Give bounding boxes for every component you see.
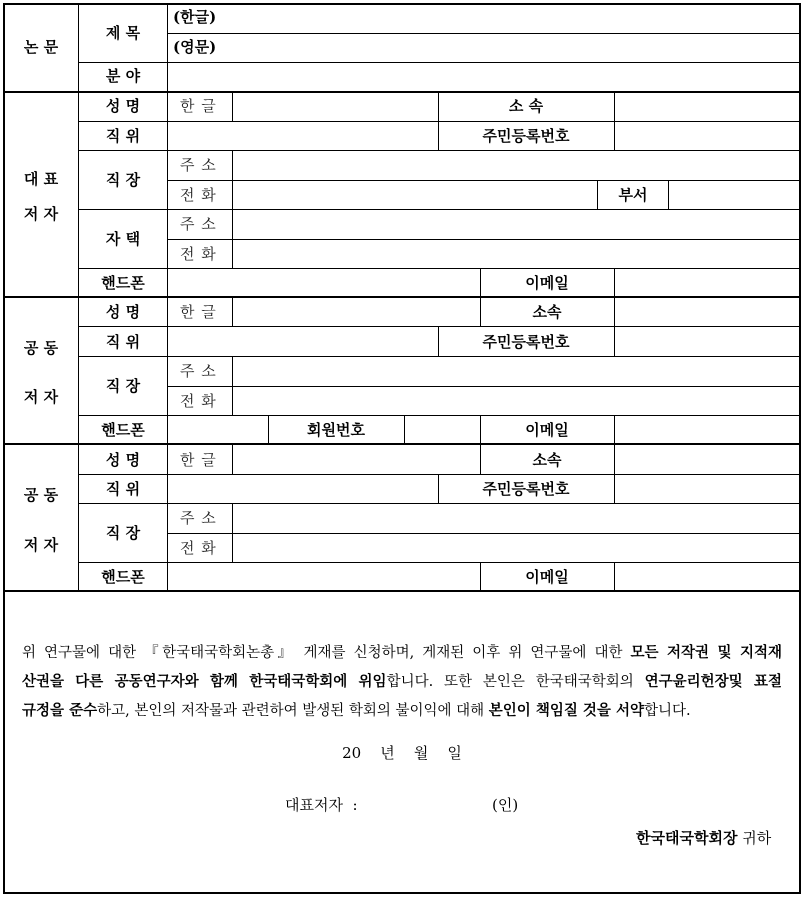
co2-mobile-input[interactable]: [168, 563, 480, 590]
rep-work-address-label: 주 소: [180, 156, 217, 174]
co2-affiliation-input[interactable]: [615, 445, 799, 474]
field-label: 분 야: [105, 67, 141, 85]
co2-work-address-label: 주 소: [180, 509, 217, 527]
title-label: 제 목: [105, 24, 141, 42]
rep-name-label: 성 명: [105, 97, 141, 115]
rep-department-input[interactable]: [669, 181, 799, 209]
co1-mobile-input[interactable]: [168, 416, 268, 443]
rep-position-input[interactable]: [168, 122, 438, 150]
co1-section-line2: 저 자: [23, 388, 59, 406]
seal-mark: (인): [492, 796, 519, 814]
rep-mobile-label: 핸드폰: [101, 274, 145, 292]
rep-work-address-input[interactable]: [233, 151, 799, 180]
co2-workplace-label: 직 장: [105, 524, 141, 542]
co1-name-input[interactable]: [233, 298, 480, 326]
co1-position-label: 직 위: [105, 333, 141, 351]
rep-author-section-line2: 저 자: [23, 205, 59, 223]
rep-home-label: 자 택: [105, 230, 141, 248]
rep-home-address-label: 주 소: [180, 215, 217, 233]
co1-email-input[interactable]: [615, 416, 799, 443]
rep-workplace-label: 직 장: [105, 171, 141, 189]
co1-affiliation-input[interactable]: [615, 298, 799, 326]
rep-name-korean-label: 한 글: [180, 97, 217, 115]
date-line: 20 년 월 일: [342, 744, 462, 762]
co1-workplace-label: 직 장: [105, 377, 141, 395]
rep-author-section-line1: 대 표: [23, 170, 59, 188]
co1-member-number-input[interactable]: [405, 416, 480, 443]
co2-work-address-input[interactable]: [233, 504, 799, 533]
co2-name-label: 성 명: [105, 451, 141, 469]
co2-position-input[interactable]: [168, 475, 438, 503]
co1-position-input[interactable]: [168, 327, 438, 356]
co1-mobile-label: 핸드폰: [101, 421, 145, 439]
co2-work-phone-input[interactable]: [233, 534, 799, 562]
co2-email-input[interactable]: [615, 563, 799, 590]
co1-id-number-label: 주민등록번호: [482, 333, 570, 351]
co1-name-korean-label: 한 글: [180, 303, 217, 321]
co2-id-number-input[interactable]: [615, 475, 799, 503]
co1-work-phone-input[interactable]: [233, 387, 799, 415]
recipient: 한국태국학회장 귀하: [636, 829, 772, 847]
co1-work-phone-label: 전 화: [180, 392, 217, 410]
co1-work-address-input[interactable]: [233, 357, 799, 386]
rep-email-input[interactable]: [615, 269, 799, 296]
signer-input[interactable]: [375, 792, 485, 818]
rep-home-phone-input[interactable]: [233, 240, 799, 268]
co1-work-address-label: 주 소: [180, 362, 217, 380]
co2-position-label: 직 위: [105, 480, 141, 498]
rep-work-phone-input[interactable]: [233, 181, 597, 209]
co1-member-number-label: 회원번호: [307, 421, 365, 439]
co1-id-number-input[interactable]: [615, 327, 799, 356]
statement-line-3: 규정을 준수하고, 본인의 저작물과 관련하여 발생된 학회의 불이익에 대해 본인이 책임질 것을 서약합니다.: [22, 702, 691, 719]
co1-email-label: 이메일: [525, 421, 569, 439]
title-korean-input[interactable]: [240, 4, 798, 32]
statement-line-2: 산권을 다른 공동연구자와 함께 한국태국학회에 위임합니다. 또한 본인은 한국태국학회의 연구윤리헌장및 표절: [22, 673, 782, 690]
co2-affiliation-label: 소속: [532, 451, 562, 469]
co2-name-input[interactable]: [233, 445, 480, 474]
rep-name-input[interactable]: [233, 92, 438, 121]
co2-mobile-label: 핸드폰: [101, 568, 145, 586]
rep-work-phone-label: 전 화: [180, 186, 217, 204]
co1-name-label: 성 명: [105, 303, 141, 321]
co2-id-number-label: 주민등록번호: [482, 480, 570, 498]
paper-section-label: 논 문: [23, 38, 59, 56]
co2-name-korean-label: 한 글: [180, 451, 217, 469]
co1-affiliation-label: 소속: [532, 303, 562, 321]
rep-mobile-input[interactable]: [168, 269, 480, 296]
rep-home-address-input[interactable]: [233, 210, 799, 239]
co1-section-line1: 공 동: [23, 339, 59, 357]
rep-home-phone-label: 전 화: [180, 245, 217, 263]
rep-affiliation-label: 소 속: [508, 97, 544, 115]
rep-id-number-input[interactable]: [615, 122, 799, 150]
rep-email-label: 이메일: [525, 274, 569, 292]
rep-id-number-label: 주민등록번호: [482, 127, 570, 145]
rep-department-label: 부서: [618, 186, 648, 204]
field-input[interactable]: [168, 63, 798, 91]
title-english-input[interactable]: [240, 34, 798, 62]
co2-email-label: 이메일: [525, 568, 569, 586]
signer-label: 대표저자 :: [285, 796, 358, 814]
title-english-label: (영문): [173, 38, 217, 56]
title-korean-label: (한글): [173, 8, 217, 26]
co2-work-phone-label: 전 화: [180, 539, 217, 557]
rep-position-label: 직 위: [105, 127, 141, 145]
statement-line-1: 위 연구물에 대한 『한국태국학회논총』 게재를 신청하며, 게재된 이후 위 연구물에 대한 모든 저작권 및 지적재: [22, 644, 782, 661]
rep-affiliation-input[interactable]: [615, 92, 799, 121]
co2-section-line1: 공 동: [23, 486, 59, 504]
co2-section-line2: 저 자: [23, 536, 59, 554]
